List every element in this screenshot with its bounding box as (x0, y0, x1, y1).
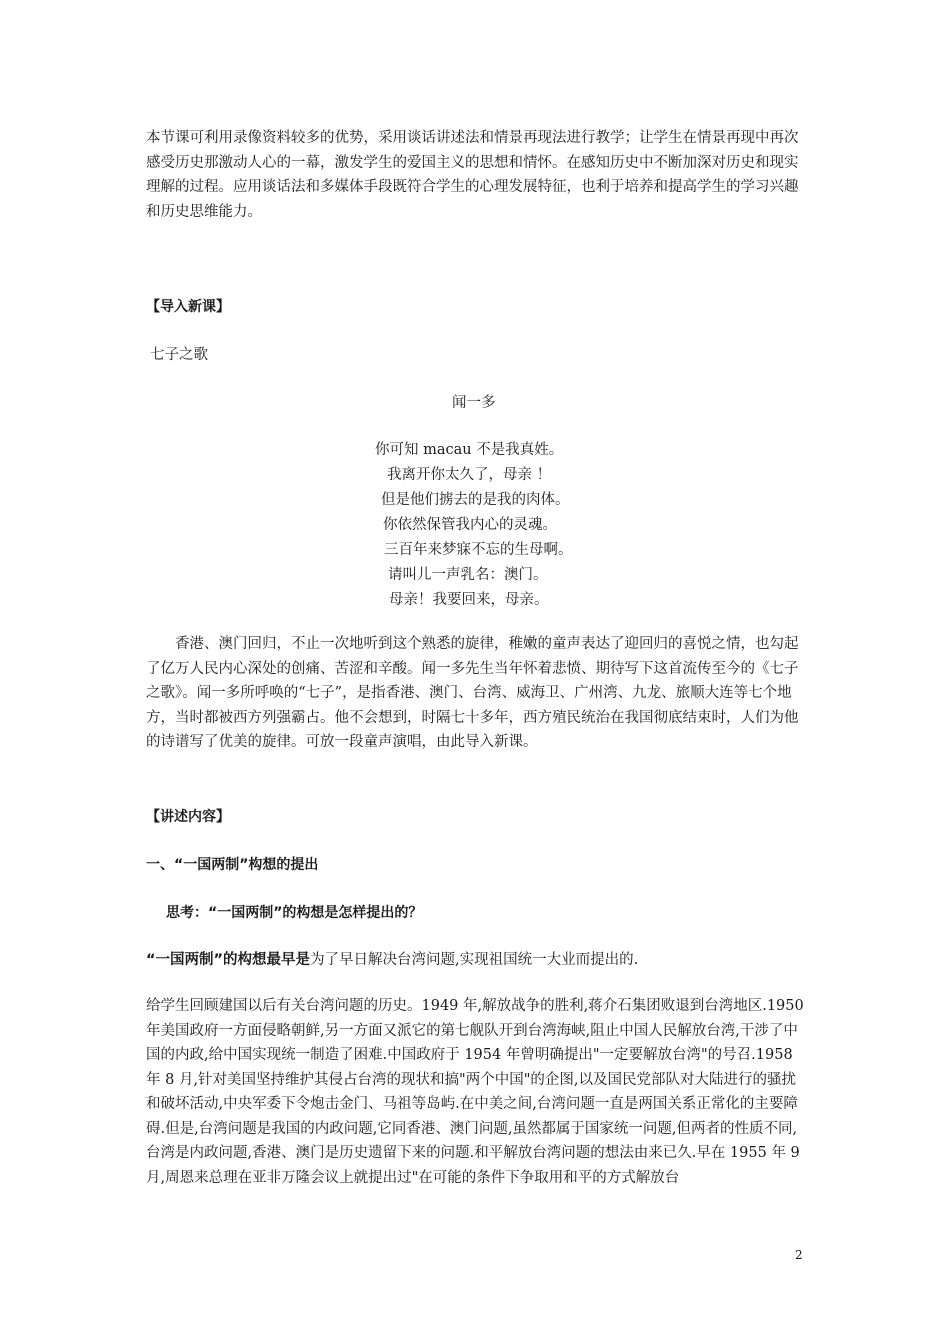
poem-line: 你可知 macau 不是我真姓。 (375, 442, 564, 458)
poem-line: 三百年来梦寐不忘的生母啊。 (384, 542, 573, 558)
section-heading-intro: 【导入新课】 (146, 299, 230, 315)
poem-line: 我离开你太久了，母亲 ！ (387, 467, 552, 483)
subsection-heading: 一、“一国两制”构想的提出 (146, 857, 319, 873)
question-text: 思考：“一国两制”的构想是怎样提出的？ (166, 905, 423, 921)
poem-author: 闻一多 (452, 395, 496, 411)
poem-line: 但是他们掳去的是我的肉体。 (381, 492, 570, 508)
answer-bold: “一国两制”的构想最早是 (146, 952, 311, 968)
poem-title: 七子之歌 (150, 347, 208, 363)
poem-line: 请叫儿一声乳名：澳门。 (388, 567, 548, 583)
intro-paragraph: 本节课可利用录像资料较多的优势，采用谈话讲述法和情景再现法进行教学；让学生在情景再现中再次感受历史那激动人心的一幕，激发学生的爱国主义的思想和情怀。在感知历史中不断加深对历史和现实理解的过程。应用谈话法和多媒体手段既符合学生的心理发展特征，也利于培养和提高学生的学习兴趣和历史思维能力。 (146, 130, 799, 220)
page-number: 2 (795, 1248, 803, 1262)
answer-rest: 为了早日解决台湾问题,实现祖国统一大业而提出的. (310, 952, 639, 968)
history-paragraph: 给学生回顾建国以后有关台湾问题的历史。1949 年,解放战争的胜利,蒋介石集团败退到台湾地区.1950 年美国政府一方面侵略朝鲜,另一方面又派它的第七舰队开到台湾海峡,阻止中国人民解放台湾,干涉了中国的内政,给中国实现统一制造了困难.中国政府于 1954 年曾明确提出"一定要解放台湾"的号召.1958 年 8 月,针对美国坚持维护其侵占台湾的现状和搞"两个中国"的企图,以及国民党部队对大陆进行的骚扰和破坏活动,中央军委下令炮击金门、马祖等岛屿.在中美之间,台湾问题一直是两国关系正常化的主要障碍.但是,台湾问题是我国的内政问题,它同香港、澳门问题,虽然都属于国家统一问题,但两者的性质不同,台湾是内政问题,香港、澳门是历史遗留下来的问题.和平解放台湾问题的想法由来已久.早在 1955 年 9 月,周恩来总理在亚非万隆会议上就提出过"在可能的条件下争取用和平的方式解放台 (146, 998, 804, 1186)
lead-paragraph: 香港、澳门回归，不止一次地听到这个熟悉的旋律，稚嫩的童声表达了迎回归的喜悦之情，也勾起了亿万人民内心深处的创痛、苦涩和辛酸。闻一多先生当年怀着悲愤、期待写下这首流传至今的《七子之歌》。闻一多所呼唤的“七子”，是指香港、澳门、台湾、威海卫、广州湾、九龙、旅顺大连等七个地方，当时都被西方列强霸占。他不会想到，时隔七十多年，西方殖民统治在我国彻底结束时，人们为他的诗谱写了优美的旋律。可放一段童声演唱，由此导入新课。 (146, 636, 799, 750)
answer-line (146, 948, 810, 973)
section-heading-content: 【讲述内容】 (146, 809, 230, 825)
poem-line: 你依然保管我内心的灵魂。 (383, 517, 557, 533)
poem-line: 母亲！我要回来，母亲。 (389, 592, 549, 608)
